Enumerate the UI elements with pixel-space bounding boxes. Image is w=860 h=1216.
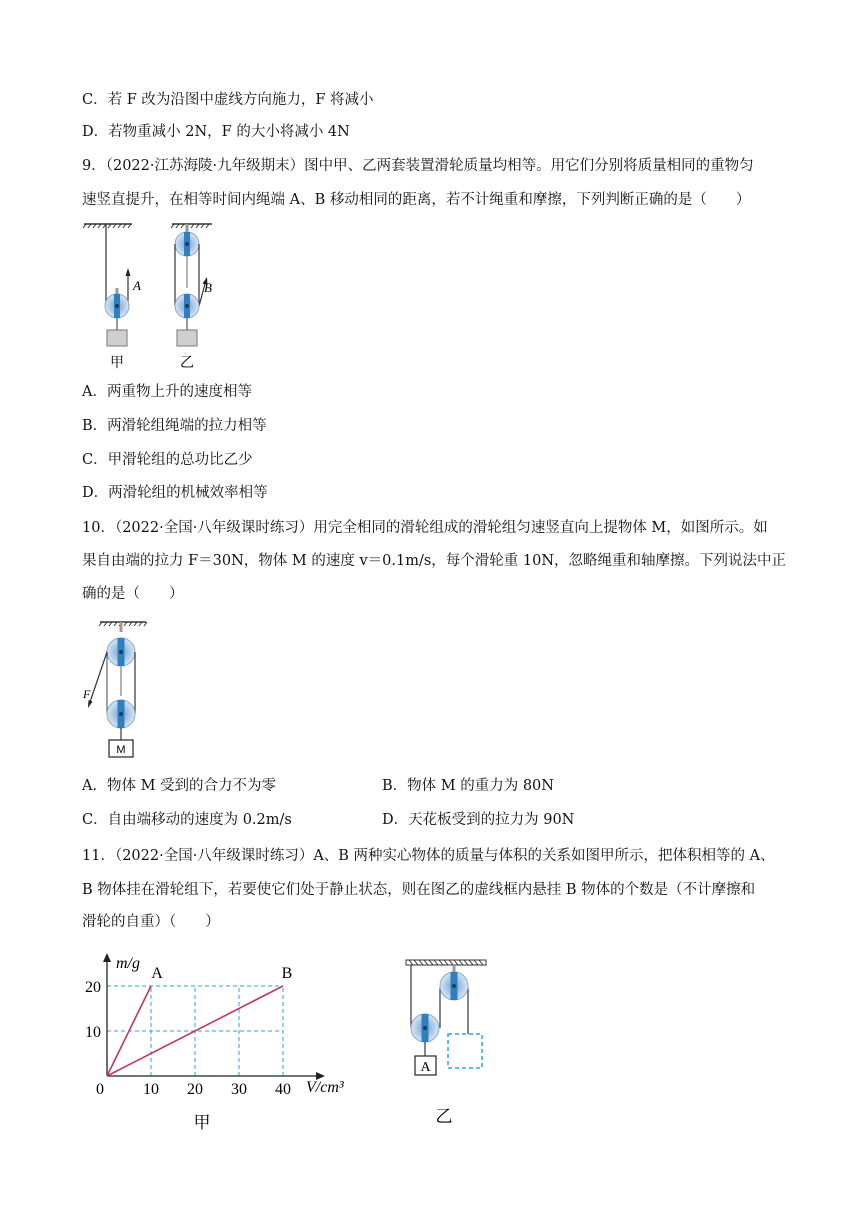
- y-axis-arrow-icon: [103, 953, 111, 962]
- q9-option-a: A．两重物上升的速度相等: [82, 384, 252, 400]
- q8-option-c: C．若 F 改为沿图中虚线方向施力，F 将减小: [82, 92, 374, 108]
- series-label-a: A: [151, 965, 163, 982]
- q9-option-b: B．两滑轮组绳端的拉力相等: [82, 418, 267, 434]
- caption-jia: 甲: [193, 1113, 211, 1130]
- q11-stem-line2: B 物体挂在滑轮组下，若要使它们处于静止状态，则在图乙的虚线框内悬挂 B 物体的个数是（不计摩擦和: [82, 882, 756, 898]
- movable-pulley-icon: [411, 1014, 439, 1042]
- q10-stem-line3: 确的是（ ）: [82, 586, 184, 602]
- q9-figure: [80, 222, 240, 370]
- q10-option-b: B．物体 M 的重力为 80N: [382, 778, 554, 794]
- q10-option-a: A．物体 M 受到的合力不为零: [82, 778, 277, 794]
- y-tick-label: 20: [85, 979, 101, 996]
- x-axis-label: V/cm³: [306, 1079, 344, 1096]
- q9-option-d: D．两滑轮组的机械效率相等: [82, 485, 268, 501]
- q11-pulley-figure: [400, 956, 500, 1128]
- fixed-pulley-icon: [107, 638, 135, 666]
- caption-jia: 甲: [110, 355, 124, 370]
- fixed-pulley-icon: [440, 972, 468, 1000]
- q9-stem-line1: 9．（2022·江苏海陵·九年级期末）图中甲、乙两套装置滑轮质量均相等。用它们分别将质量相同的重物匀: [82, 158, 754, 174]
- label-a: A: [420, 1060, 431, 1075]
- ceiling-hatch-icon: [83, 224, 132, 228]
- fixed-pulley-icon: [175, 224, 199, 256]
- x-tick-label: 30: [231, 1081, 247, 1098]
- caption-yi: 乙: [435, 1107, 453, 1127]
- x-tick-label: 20: [187, 1081, 203, 1098]
- q11-stem-line1: 11．（2022·全国·八年级课时练习）A、B 两种实心物体的质量与体积的关系如图甲所示，把体积相等的 A、: [82, 848, 775, 864]
- weight-block: [107, 330, 127, 346]
- label-f: F: [83, 687, 91, 701]
- label-m: M: [116, 744, 126, 756]
- q10-option-c: C．自由端移动的速度为 0.2m/s: [82, 812, 292, 828]
- label-a: A: [133, 278, 141, 293]
- movable-pulley-icon: [107, 700, 135, 728]
- q10-option-d: D．天花板受到的拉力为 90N: [382, 812, 575, 828]
- caption-yi: 乙: [180, 355, 194, 370]
- q10-stem-line2: 果自由端的拉力 F＝30N，物体 M 的速度 v＝0.1m/s，每个滑轮重 10N，忽略绳重和轴摩擦。下列说法中正: [82, 553, 787, 569]
- q10-stem-line1: 10．（2022·全国·八年级课时练习）用完全相同的滑轮组成的滑轮组匀速竖直向上提物体 M，如图所示。如: [82, 520, 768, 536]
- movable-pulley-icon: [105, 288, 129, 318]
- origin-label: 0: [96, 1081, 104, 1098]
- weight-block: [177, 330, 197, 346]
- x-tick-label: 40: [275, 1081, 291, 1098]
- q11-mass-volume-graph: [80, 950, 370, 1130]
- q10-figure: [80, 618, 160, 760]
- dashed-box: [448, 1034, 482, 1068]
- q9-stem-line2: 速竖直提升，在相等时间内绳端 A、B 移动相同的距离，若不计绳重和摩擦，下列判断正确的是（ ）: [82, 192, 751, 208]
- label-b: B: [204, 280, 212, 295]
- movable-pulley-icon: [175, 294, 199, 318]
- q11-stem-line3: 滑轮的自重）（ ）: [82, 914, 220, 930]
- y-tick-label: 10: [85, 1024, 101, 1041]
- x-tick-label: 10: [143, 1081, 159, 1098]
- q8-option-d: D．若物重减小 2N，F 的大小将减小 4N: [82, 124, 350, 140]
- y-axis-label: m/g: [116, 955, 140, 972]
- series-label-b: B: [281, 965, 293, 982]
- q9-option-c: C．甲滑轮组的总功比乙少: [82, 452, 253, 468]
